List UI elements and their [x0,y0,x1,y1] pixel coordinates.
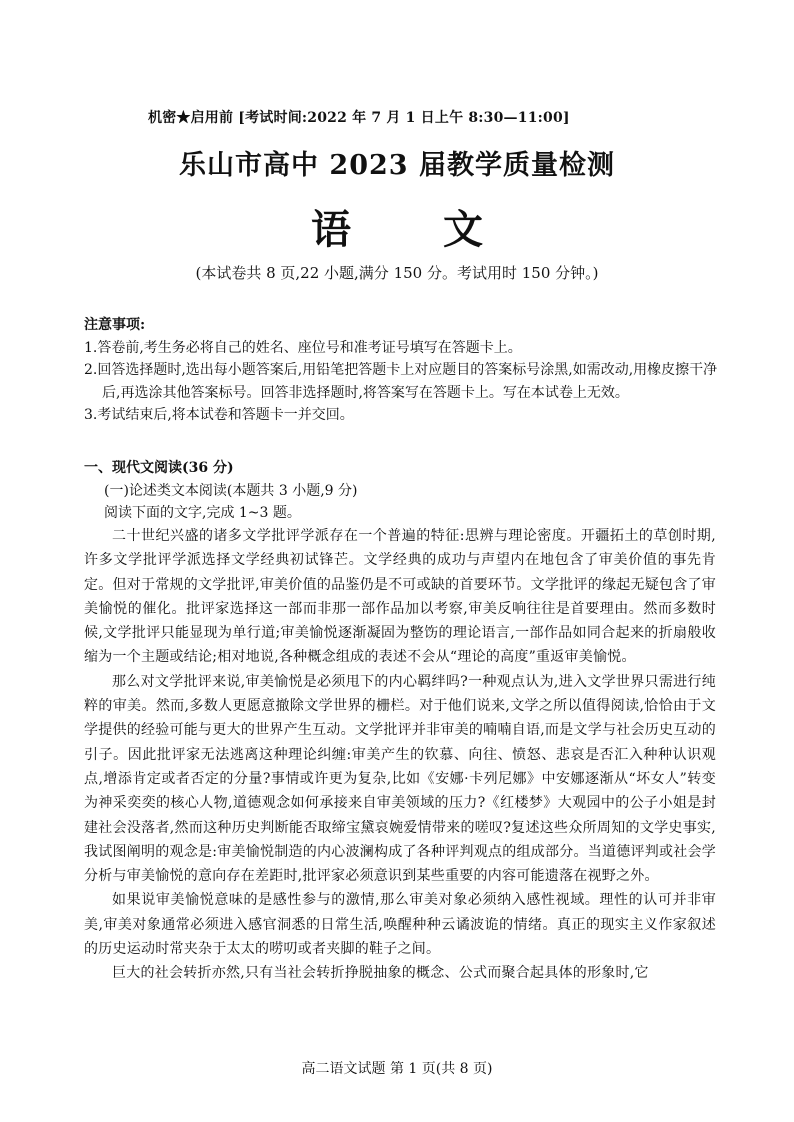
passage-paragraph-3: 如果说审美愉悦意味的是感性参与的激情,那么审美对象必须纳入感性视域。理性的认可并非审美,审美对象通常必须进入感官洞悉的日常生活,唤醒种种云谲波诡的情绪。真正的现实主义作家叙述的历史运动时常夹杂于太太的唠叨或者夹脚的鞋子之间。 [84,892,716,958]
passage-paragraph-1: 二十世纪兴盛的诸多文学批评学派存在一个普遍的特征:思辨与理论密度。开疆拓土的草创时期,许多文学批评学派选择文学经典初试锋芒。文学经典的成功与声望内在地包含了审美价值的事先肯定。但对于常规的文学批评,审美价值的品鉴仍是不可或缺的首要环节。文学批评的缘起无疑包含了审美愉悦的催化。批评家选择这一部而非那一部作品加以考察,审美反响往往是首要理由。然而多数时候,文学批评只能显现为单行道;审美愉悦逐渐凝固为整饬的理论语言,一部作品如同合起来的折扇般收缩为一个主题或结论;相对地说,各种概念组成的表述不会从“理论的高度”重返审美愉悦。 [84,528,716,666]
section-header [84,457,724,525]
passage-paragraph-2: 那么对文学批评来说,审美愉悦是必须甩下的内心羁绊吗?一种观点认为,进入文学世界只需进行纯粹的审美。然而,多数人更愿意撤除文学世界的栅栏。对于他们说来,文学之所以值得阅读,恰恰由于文学提供的经验可能与更大的世界产生互动。文学批评并非审美的喃喃自语,而是文学与社会历史互动的引子。因此批评家无法逃离这种理论纠缠:审美产生的钦慕、向往、愤怒、悲哀是否汇入种种认识观点,增添肯定或者否定的分量?事情或许更为复杂,比如《安娜·卡列尼娜》中安娜逐渐从“坏女人”转变为神采奕奕的核心人物,道德观念如何承接来自审美领域的压力?《红楼梦》大观园中的公子小姐是封建社会没落者,然而这种历史判断能否取缔宝黛哀婉爱情带来的嗟叹?复述这些众所周知的文学史事实,我试图阐明的观念是:审美愉悦制造的内心波澜构成了各种评判观点的组成部分。当道德评判或社会学分析与审美愉悦的意向存在差距时,批评家必须意识到某些重要的内容可能遗落在视野之外。 [84,673,716,885]
section-title: 一、现代文阅读(36 分) [84,460,234,476]
note-item-1: 1.答卷前,考生务必将自己的姓名、座位号和准考证号填写在答题卡上。 [84,339,522,356]
secrecy-exam-time-line: 机密★启用前 [考试时间:2022 年 7 月 1 日上午 8:30—11:00] [148,110,570,126]
reading-instruction: 阅读下面的文字,完成 1~3 题。 [104,505,301,521]
subsection-title: (一)论述类文本阅读(本题共 3 小题,9 分) [104,482,358,499]
subject-char-2: 文 [443,206,483,253]
exam-info: (本试卷共 8 页,22 小题,满分 150 分。考试用时 150 分钟。) [195,264,599,282]
passage-paragraph-4: 巨大的社会转折亦然,只有当社会转折挣脱抽象的概念、公式而聚合起具体的形象时,它 [112,965,649,982]
reading-passage [84,524,716,986]
note-item-2: 2.回答选择题时,选出每小题答案后,用铅笔把答题卡上对应题目的答案标号涂黑,如需改动,用橡皮擦干净后,再选涂其他答案标号。回答非选择题时,将答案写在答题卡上。写在本试卷上无效。 [84,362,718,401]
exam-main-title: 乐山市高中 2023 届教学质量检测 [179,150,615,181]
page-footer: 高二语文试题 第 1 页(共 8 页) [301,1061,493,1077]
notes-block [84,314,724,427]
notes-heading: 注意事项: [84,317,146,333]
note-item-3: 3.考试结束后,将本试卷和答题卡一并交回。 [84,407,354,423]
subject-title [0,198,794,255]
subject-char-1: 语 [311,206,351,253]
